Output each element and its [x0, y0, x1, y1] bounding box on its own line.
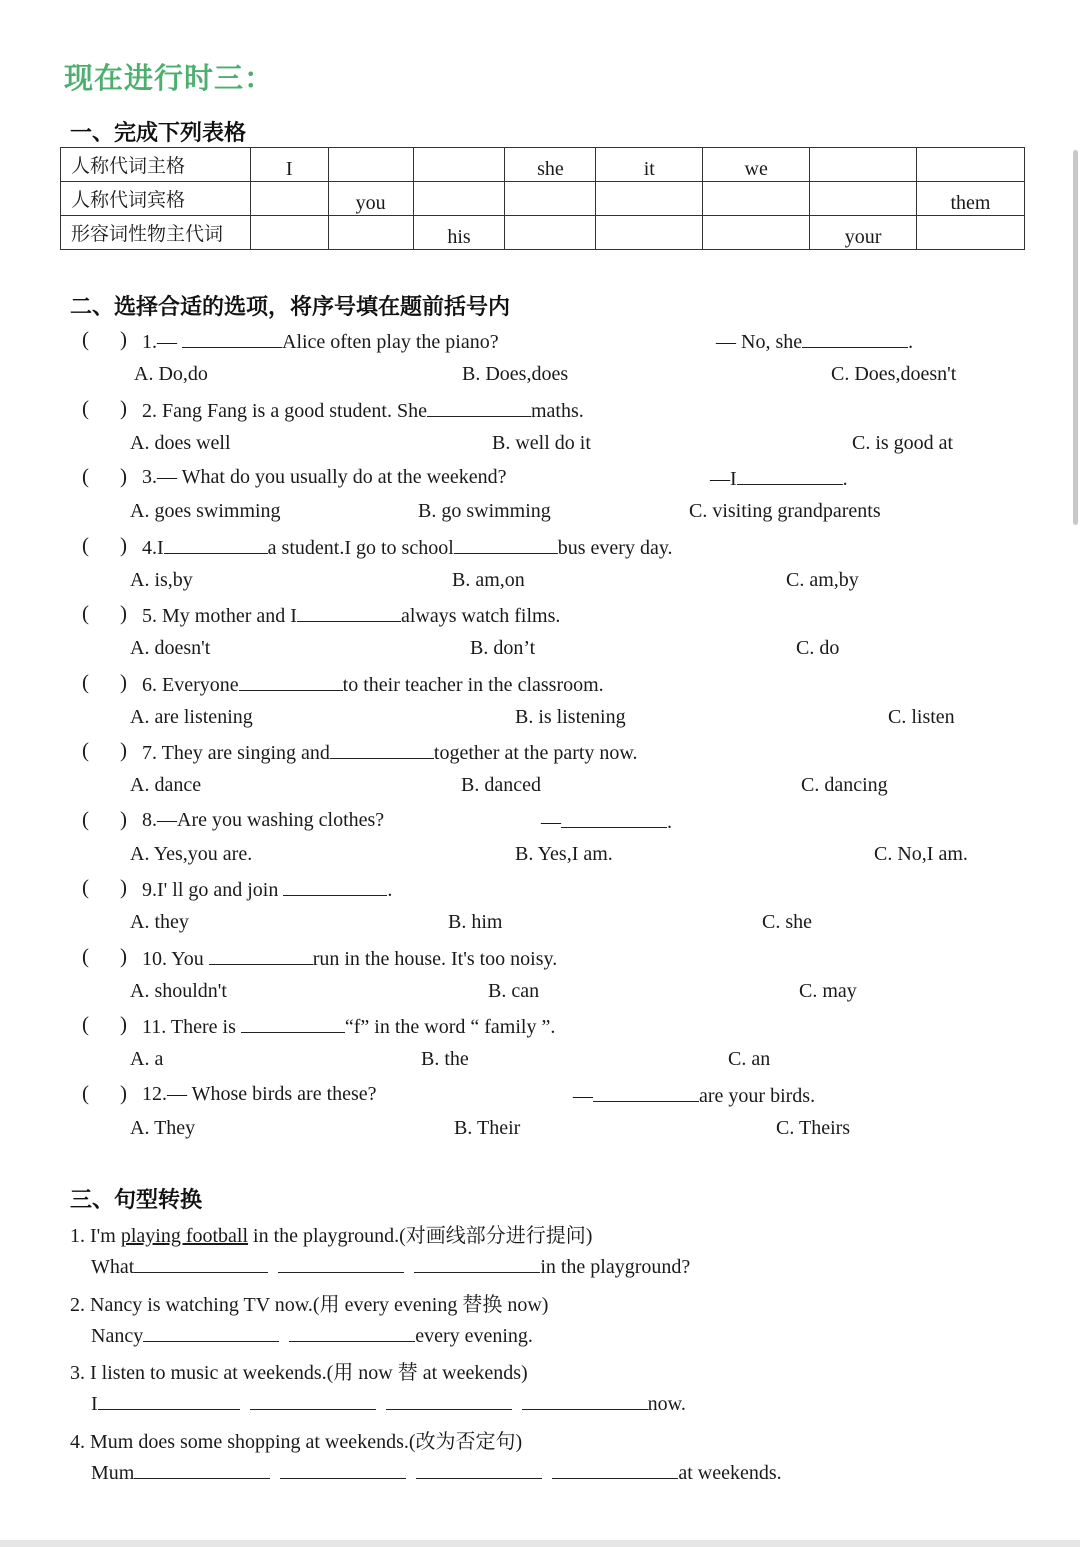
answer-start: What [91, 1256, 135, 1278]
question-text [142, 1083, 377, 1106]
question-stem: bus every day. [557, 536, 673, 559]
question-text [142, 877, 392, 902]
option-b[interactable]: B. well do it [492, 431, 591, 454]
answer-end: at weekends. [678, 1462, 782, 1484]
question-stem: maths. [531, 399, 584, 422]
question-stem: 7. They are singing and [142, 742, 330, 764]
answer-paren-close: ) [120, 532, 127, 557]
table-cell[interactable] [505, 182, 596, 216]
answer-blank[interactable] [427, 398, 531, 417]
question-text [142, 329, 499, 354]
transform-answer [91, 1391, 686, 1416]
option-c[interactable]: C. No,I am. [874, 842, 968, 865]
answer-paren-close: ) [120, 875, 127, 899]
question-text [142, 603, 560, 628]
answer-blank[interactable] [386, 1391, 512, 1410]
answer-paren-open: ( [82, 1012, 89, 1036]
option-a[interactable]: A. doesn't [130, 637, 211, 659]
question-stem: 8.—Are you washing clothes? [142, 808, 385, 831]
question-reply [716, 329, 913, 354]
question-stem: 12.— Whose birds are these? [142, 1082, 377, 1105]
answer-blank[interactable] [737, 466, 843, 485]
question-stem: always watch films. [400, 605, 561, 627]
transform-answer [91, 1254, 690, 1279]
question-stem: 3.— What do you usually do at the weekend? [142, 466, 507, 488]
option-b[interactable]: B. Yes,I am. [515, 842, 613, 865]
option-b[interactable]: B. is listening [515, 705, 626, 728]
bottom-edge [0, 1540, 1080, 1547]
section1-heading: 一、完成下列表格 [70, 121, 247, 146]
answer-paren-open: ( [82, 532, 89, 557]
option-b[interactable]: B. don’t [470, 637, 536, 659]
option-a[interactable]: A. goes swimming [130, 500, 281, 522]
answer-start: I [91, 1393, 98, 1415]
reply-text: . [842, 468, 848, 490]
question-text [142, 398, 584, 423]
answer-paren-close: ) [120, 464, 127, 488]
answer-blank[interactable] [454, 535, 558, 554]
answer-paren-open: ( [82, 601, 89, 625]
question-stem: 6. Everyone [142, 673, 239, 696]
option-a[interactable]: A. shouldn't [130, 979, 227, 1002]
option-a[interactable]: A. a [130, 1048, 164, 1070]
answer-blank[interactable] [330, 740, 434, 759]
answer-paren-close: ) [120, 1012, 127, 1036]
option-b[interactable]: B. Their [454, 1116, 521, 1139]
table-cell[interactable] [596, 216, 703, 250]
answer-paren-open: ( [82, 738, 89, 762]
question-stem: 10. You [142, 947, 209, 970]
answer-blank[interactable] [164, 535, 268, 554]
page-title: 现在进行时三： [64, 61, 275, 95]
answer-blank[interactable] [278, 1254, 404, 1273]
option-a[interactable]: A. they [130, 911, 189, 933]
answer-blank[interactable] [414, 1254, 540, 1273]
question-stem: 4.I [142, 536, 164, 559]
pronoun-table [60, 147, 1025, 250]
table-cell[interactable]: his [413, 216, 505, 250]
answer-end: now. [647, 1393, 686, 1415]
option-c[interactable]: C. listen [888, 705, 955, 728]
answer-paren-open: ( [82, 1080, 89, 1105]
answer-blank[interactable] [209, 946, 313, 965]
transform-answer [91, 1323, 533, 1348]
table-cell[interactable] [328, 216, 413, 250]
answer-blank[interactable] [802, 329, 908, 348]
option-a[interactable]: A. They [130, 1116, 196, 1139]
answer-blank[interactable] [416, 1460, 542, 1479]
answer-paren-close: ) [120, 327, 127, 351]
prompt-text: 1. I'm [70, 1225, 121, 1247]
section3-heading: 三、句型转换 [70, 1188, 203, 1213]
option-c[interactable]: C. she [762, 911, 812, 933]
section2-heading: 二、选择合适的选项，将序号填在题前括号内 [70, 295, 511, 320]
answer-blank[interactable] [280, 1460, 406, 1479]
question-stem: 9.I' ll go and join [142, 879, 284, 901]
table-cell[interactable] [250, 216, 328, 250]
reply-text: — [541, 810, 561, 833]
answer-end: every evening. [415, 1325, 533, 1347]
table-cell[interactable] [917, 148, 1025, 182]
table-cell[interactable] [703, 216, 810, 250]
option-b[interactable]: B. go swimming [418, 500, 551, 522]
answer-paren-open: ( [82, 327, 89, 351]
question-stem: 5. My mother and I [142, 605, 297, 627]
answer-paren-close: ) [120, 943, 127, 968]
question-text [142, 672, 604, 697]
underlined-part: playing football [120, 1225, 249, 1247]
answer-blank[interactable] [143, 1323, 279, 1342]
answer-paren-open: ( [82, 943, 89, 968]
table-cell[interactable] [810, 148, 917, 182]
answer-blank[interactable] [289, 1323, 415, 1342]
question-stem: 11. There is [142, 1016, 241, 1038]
question-stem: run in the house. It's too noisy. [312, 947, 558, 970]
table-cell[interactable] [413, 148, 505, 182]
prompt-text: 3. I listen to music at weekends.(用 now 替 at weekends) [70, 1362, 528, 1384]
question-stem: a student.I go to school [267, 536, 454, 559]
question-text [142, 809, 384, 832]
table-row [61, 216, 1025, 250]
question-text [142, 1014, 555, 1039]
table-row-label: 形容词性物主代词 [61, 216, 251, 250]
option-c[interactable]: C. may [799, 979, 857, 1002]
question-stem: “f” in the word “ family ”. [344, 1016, 556, 1038]
answer-blank[interactable] [250, 1391, 376, 1410]
reply-text: — No, she [716, 331, 803, 353]
option-c[interactable]: C. do [796, 637, 840, 659]
question-reply [710, 466, 848, 491]
answer-blank[interactable] [134, 1460, 270, 1479]
answer-blank[interactable] [552, 1460, 678, 1479]
option-a[interactable]: A. dance [130, 774, 202, 796]
option-b[interactable]: B. am,on [452, 568, 525, 591]
scrollbar[interactable] [1073, 150, 1078, 525]
answer-blank[interactable] [134, 1254, 268, 1273]
option-a[interactable]: A. Yes,you are. [130, 842, 253, 865]
answer-paren-open: ( [82, 806, 89, 831]
answer-start: Nancy [91, 1325, 144, 1347]
table-cell[interactable] [703, 182, 810, 216]
table-row [61, 182, 1025, 216]
option-c[interactable]: C. is good at [852, 431, 954, 454]
option-c[interactable]: C. dancing [801, 774, 888, 796]
answer-paren-close: ) [120, 395, 127, 420]
table-cell[interactable]: I [250, 148, 328, 182]
question-stem: . [387, 879, 393, 901]
table-cell[interactable] [250, 182, 328, 216]
answer-start: Mum [91, 1462, 135, 1484]
answer-blank[interactable] [593, 1083, 699, 1102]
option-b[interactable]: B. the [421, 1048, 469, 1070]
question-text [142, 740, 638, 765]
option-a[interactable]: A. Do,do [134, 363, 208, 385]
answer-paren-open: ( [82, 464, 89, 488]
answer-end: in the playground? [540, 1256, 691, 1278]
question-stem: together at the party now. [433, 742, 638, 764]
option-a[interactable]: A. is,by [130, 568, 193, 591]
answer-paren-open: ( [82, 875, 89, 899]
answer-paren-close: ) [120, 1080, 127, 1105]
table-cell[interactable] [917, 216, 1025, 250]
table-cell[interactable] [505, 216, 596, 250]
table-cell[interactable] [596, 182, 703, 216]
table-cell[interactable] [328, 148, 413, 182]
option-c[interactable]: C. am,by [786, 568, 859, 591]
prompt-text: in the playground.(对画线部分进行提问) [248, 1225, 593, 1247]
question-text [142, 946, 557, 971]
option-c[interactable]: C. visiting grandparents [689, 500, 881, 522]
question-stem: 1.— [142, 331, 182, 353]
answer-blank[interactable] [297, 603, 401, 622]
transform-prompt [70, 1425, 522, 1454]
table-cell[interactable] [810, 182, 917, 216]
transform-prompt [70, 1219, 592, 1248]
table-row [61, 148, 1025, 182]
option-b[interactable]: B. can [488, 979, 540, 1002]
answer-blank[interactable] [98, 1391, 240, 1410]
answer-paren-close: ) [120, 738, 127, 762]
question-stem: to their teacher in the classroom. [342, 673, 604, 696]
reply-text: — [573, 1084, 593, 1107]
option-a[interactable]: A. does well [130, 431, 231, 454]
transform-prompt [70, 1356, 528, 1385]
table-cell[interactable]: you [328, 182, 413, 216]
option-b[interactable]: B. danced [461, 774, 541, 796]
question-text [142, 466, 507, 489]
option-c[interactable]: C. Does,doesn't [831, 363, 957, 385]
answer-paren-close: ) [120, 669, 127, 694]
question-stem: 2. Fang Fang is a good student. She [142, 399, 427, 422]
question-stem: Alice often play the piano? [282, 331, 499, 353]
answer-blank[interactable] [241, 1014, 345, 1033]
question-reply [541, 809, 672, 834]
prompt-text: 4. Mum does some shopping at weekends.(改为否定句) [70, 1431, 523, 1453]
answer-blank[interactable] [239, 672, 343, 691]
prompt-text: 2. Nancy is watching TV now.(用 every evening 替换 now) [70, 1294, 549, 1316]
reply-text: are your birds. [699, 1084, 816, 1107]
answer-blank[interactable] [522, 1391, 648, 1410]
answer-paren-close: ) [120, 806, 127, 831]
transform-answer [91, 1460, 782, 1485]
answer-blank[interactable] [283, 877, 387, 896]
option-a[interactable]: A. are listening [130, 705, 253, 728]
answer-blank[interactable] [182, 329, 282, 348]
table-cell[interactable]: she [505, 148, 596, 182]
transform-prompt [70, 1288, 548, 1317]
reply-text: . [908, 331, 914, 353]
table-cell[interactable]: we [703, 148, 810, 182]
table-cell[interactable]: it [596, 148, 703, 182]
table-cell[interactable]: your [810, 216, 917, 250]
answer-paren-open: ( [82, 395, 89, 420]
reply-text: . [667, 810, 672, 833]
table-cell[interactable]: them [917, 182, 1025, 216]
question-text [142, 535, 673, 560]
answer-blank[interactable] [561, 809, 667, 828]
table-cell[interactable] [413, 182, 505, 216]
answer-paren-open: ( [82, 669, 89, 694]
option-b[interactable]: B. him [448, 911, 503, 933]
reply-text: —I [710, 468, 737, 490]
option-c[interactable]: C. Theirs [776, 1116, 851, 1139]
question-reply [573, 1083, 815, 1108]
table-row-label: 人称代词主格 [61, 148, 251, 182]
table-row-label: 人称代词宾格 [61, 182, 251, 216]
option-b[interactable]: B. Does,does [462, 363, 569, 385]
option-c[interactable]: C. an [728, 1048, 771, 1070]
answer-paren-close: ) [120, 601, 127, 625]
